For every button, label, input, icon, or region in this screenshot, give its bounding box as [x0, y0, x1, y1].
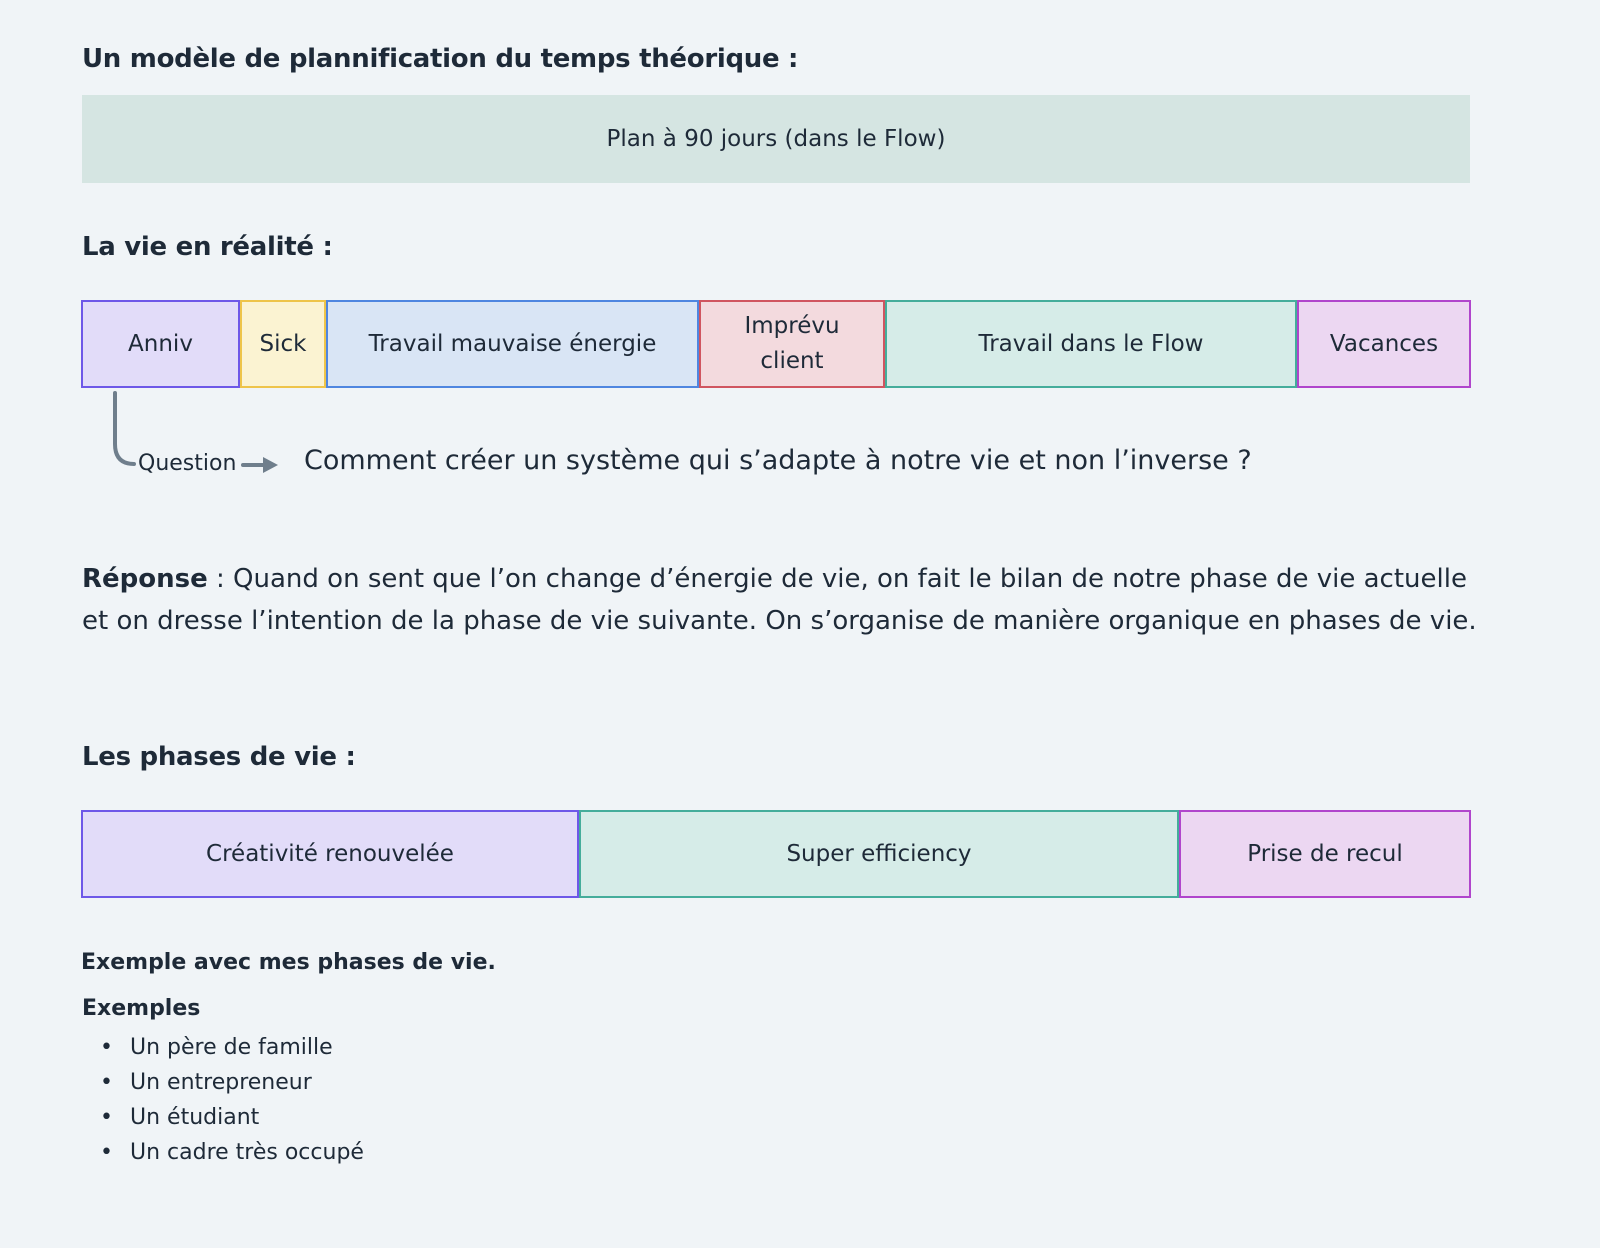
- bullet-icon: •: [100, 1070, 113, 1095]
- reality-timeline: [81, 300, 1471, 388]
- segment-label: Vacances: [1329, 330, 1439, 357]
- segment-label: Anniv: [128, 330, 193, 357]
- answer-paragraph: [82, 558, 1482, 642]
- segment-vacation: [1297, 300, 1471, 388]
- question-text: Comment créer un système qui s’adapte à notre vie et non l’inverse ?: [304, 445, 1252, 476]
- bullet-icon: •: [100, 1035, 113, 1060]
- segment-client-surprise: [699, 300, 885, 388]
- phase-label: Prise de recul: [1247, 840, 1403, 867]
- segment-label: Sick: [259, 330, 307, 357]
- segment-bad-energy-work: [326, 300, 699, 388]
- examples-heading: Exemple avec mes phases de vie.: [81, 950, 496, 975]
- segment-label: Travail mauvaise énergie: [368, 330, 657, 357]
- list-item-text: Un cadre très occupé: [130, 1140, 364, 1165]
- segment-flow-work: [885, 300, 1297, 388]
- plan-label: Plan à 90 jours (dans le Flow): [606, 126, 946, 152]
- list-item: [82, 1030, 364, 1065]
- section-title-phases: Les phases de vie :: [82, 742, 356, 772]
- connector-curve: [115, 393, 134, 464]
- plan-90-days-block: [82, 95, 1470, 183]
- list-item-text: Un entrepreneur: [130, 1070, 312, 1095]
- phases-timeline: [81, 810, 1471, 898]
- list-item-text: Un étudiant: [130, 1105, 260, 1130]
- segment-sick: [240, 300, 326, 388]
- section-title-reality: La vie en réalité :: [82, 232, 333, 262]
- list-item-text: Un père de famille: [130, 1035, 333, 1060]
- examples-list: [82, 1030, 364, 1170]
- list-item: [82, 1135, 364, 1170]
- examples-subheading: Exemples: [82, 996, 201, 1021]
- segment-anniv: [81, 300, 240, 388]
- list-item: [82, 1100, 364, 1135]
- phase-step-back: [1179, 810, 1471, 898]
- question-label: Question: [138, 451, 237, 476]
- phase-super-efficiency: [579, 810, 1179, 898]
- segment-label: Travail dans le Flow: [978, 330, 1204, 357]
- section-title-theory: Un modèle de plannification du temps théorique :: [82, 44, 799, 74]
- answer-label: Réponse: [82, 564, 208, 594]
- list-item: [82, 1065, 364, 1100]
- question-row: [0, 390, 1600, 490]
- segment-label: Imprévu client: [744, 313, 840, 374]
- phase-label: Créativité renouvelée: [206, 840, 454, 867]
- arrow-head-icon: [263, 457, 278, 473]
- bullet-icon: •: [100, 1105, 113, 1130]
- answer-text: : Quand on sent que l’on change d’énergie de vie, on fait le bilan de notre phase de vie actuelle et on dresse l’intention de la phase de vie suivante. On s’organise de manière organique en phases de vie.: [82, 564, 1477, 636]
- phase-label: Super efficiency: [786, 840, 972, 867]
- bullet-icon: •: [100, 1140, 113, 1165]
- phase-creativity: [81, 810, 579, 898]
